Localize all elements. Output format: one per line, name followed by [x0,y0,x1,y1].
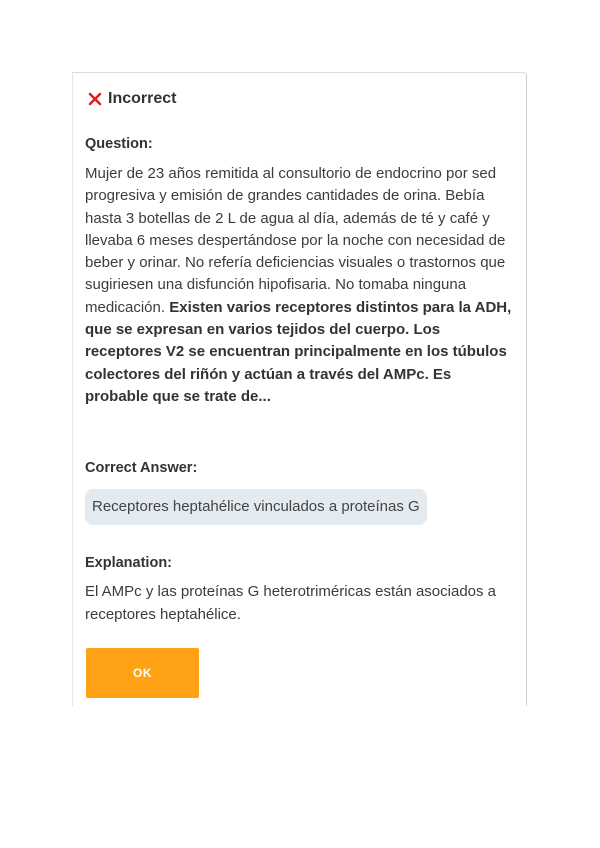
correct-answer-pill: Receptores heptahélice vinculados a proteínas G [85,489,427,525]
feedback-card [72,72,527,706]
explanation-text: El AMPc y las proteínas G heterotriméricas están asociados a receptores heptahélice. [85,583,497,623]
ok-button[interactable]: OK [86,648,199,698]
result-status [88,90,176,108]
question-label: Question: [85,136,153,152]
question-emphasis: Existen varios receptores distintos para la ADH, que se expresan en varios tejidos del cuerpo. Los receptores V2 se encuentran principalmente en los túbulos colectores del riñón y actúan a través del AMPc. Es probable que se trate de... [85,298,512,405]
question-body: Mujer de 23 años remitida al consultorio de endocrino por sed progresiva y emisión de grandes cantidades de orina. Bebía hasta 3 botellas de 2 L de agua al día, además de té y café y llevaba 6 meses despertándose por la noche con necesidad de beber y orinar. No refería deficiencias visuales o trastornos que sugiriesen una disfunción hipofisaria. No tomaba ninguna medicación. [85,165,506,316]
correct-answer-label: Correct Answer: [85,460,198,476]
explanation-label: Explanation: [85,555,173,571]
question-text [85,163,517,408]
result-status-label: Incorrect [108,90,177,107]
close-x-icon [88,92,102,106]
